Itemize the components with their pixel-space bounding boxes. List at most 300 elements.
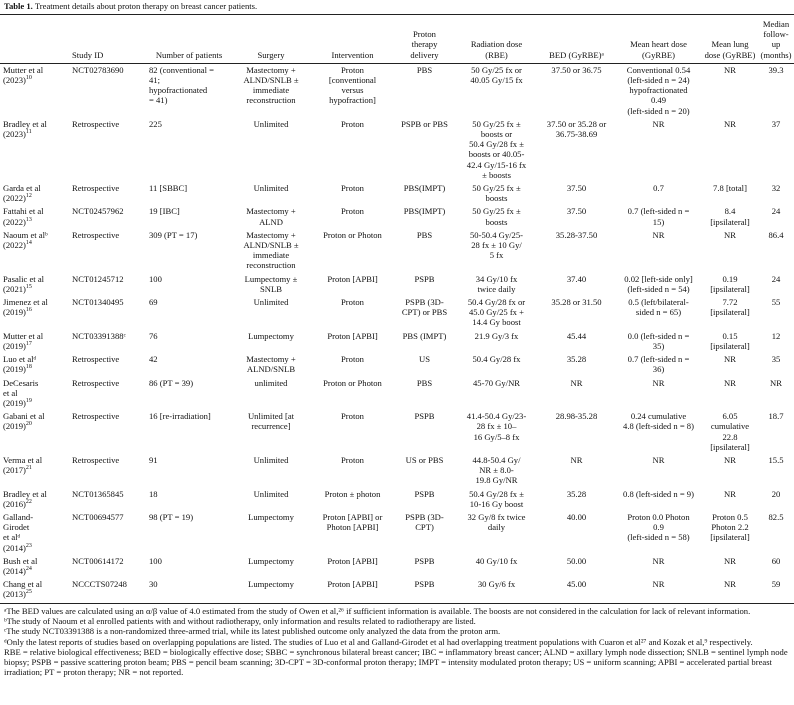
reference-number: 11 xyxy=(25,129,32,136)
cell-id xyxy=(70,555,147,578)
cell-text: Retrospective xyxy=(72,118,120,129)
cell-delivery xyxy=(394,229,455,273)
cell-surgery xyxy=(231,555,311,578)
cell-text: 35.28 or 31.50 xyxy=(551,297,602,308)
cell-surgery xyxy=(231,205,311,228)
cell-text: 55 xyxy=(771,297,781,308)
reference-number: 14 xyxy=(25,240,32,247)
cell-dose xyxy=(455,511,538,555)
cell-patients xyxy=(147,410,231,454)
cell-text: 18 xyxy=(149,488,158,499)
cell-delivery xyxy=(394,273,455,296)
cell-text: NR xyxy=(570,377,583,388)
cell-surgery xyxy=(231,454,311,488)
cell-text: Proton [APBI] xyxy=(327,555,378,566)
cell-heart xyxy=(615,488,702,511)
cell-surgery xyxy=(231,377,311,411)
cell-heart xyxy=(615,511,702,555)
cell-text: Pasalic et al (2021) xyxy=(3,273,45,294)
cell-text: 6.05 cumulative 22.8 [ipsilateral] xyxy=(710,411,750,452)
top-rule xyxy=(0,14,794,15)
cell-text: 50 Gy/25 fx or 40.05 Gy/15 fx xyxy=(470,64,523,86)
cell-bed xyxy=(538,273,615,296)
cell-text: PBS xyxy=(416,377,433,388)
cell-followup xyxy=(758,377,794,411)
cell-text: Gabani et al (2019) xyxy=(3,411,45,432)
cell-text: 35 xyxy=(771,354,781,365)
cell-text: PSPB xyxy=(414,555,435,566)
cell-bed xyxy=(538,118,615,182)
reference-number: 10 xyxy=(25,75,32,82)
cell-text: 40 Gy/10 fx xyxy=(475,555,518,566)
footnote-a: ᵃThe BED values are calculated using an α/β value of 4.0 estimated from the study of Owen et al,²⁶ if sufficient information is available. The boosts are not considered in the calculation for lack of relevant information. xyxy=(4,606,751,616)
reference-number: 12 xyxy=(25,193,32,200)
cell-heart xyxy=(615,205,702,228)
cell-text: 76 xyxy=(149,330,158,341)
cell-text: Mastectomy + ALND xyxy=(246,206,296,227)
cell-text: NCT00614172 xyxy=(72,555,124,566)
cell-text: 0.7 (left-sided n = 15) xyxy=(627,206,690,227)
cell-followup xyxy=(758,182,794,205)
cell-text: 0.19 [ipsilateral] xyxy=(710,273,750,294)
cell-text: 41.4-50.4 Gy/23- 28 fx ± 10– 16 Gy/5–8 fx xyxy=(466,411,527,442)
cell-delivery xyxy=(394,555,455,578)
cell-text: 0.0 (left-sided n = 35) xyxy=(627,330,690,351)
cell-followup xyxy=(758,353,794,376)
cell-study xyxy=(0,273,70,296)
table-row xyxy=(0,555,794,578)
cell-text: Lumpectomy xyxy=(248,511,294,522)
cell-delivery xyxy=(394,205,455,228)
table-title: Treatment details about proton therapy on breast cancer patients. xyxy=(34,1,258,11)
cell-lung xyxy=(702,63,758,118)
cell-surgery xyxy=(231,63,311,118)
cell-followup xyxy=(758,63,794,118)
cell-text: Proton or Photon xyxy=(323,377,382,388)
cell-text: Retrospective xyxy=(72,411,120,422)
cell-text: Unlimited xyxy=(253,118,289,129)
cell-text: 0.5 (left/bilateral- sided n = 65) xyxy=(628,297,689,318)
cell-text: PSPB xyxy=(414,273,435,284)
cell-followup xyxy=(758,578,794,601)
cell-heart xyxy=(615,273,702,296)
cell-dose xyxy=(455,555,538,578)
cell-text: Bradley et al (2016) xyxy=(3,488,47,509)
table-row xyxy=(0,511,794,555)
cell-text: 7.72 [ipsilateral] xyxy=(710,297,750,318)
cell-text: Lumpectomy xyxy=(248,330,294,341)
cell-bed xyxy=(538,296,615,330)
reference-number: 16 xyxy=(25,307,32,314)
column-header-9: Mean lung dose (GyRBE) xyxy=(702,17,758,63)
cell-lung xyxy=(702,229,758,273)
cell-study xyxy=(0,296,70,330)
cell-text: NR xyxy=(724,555,736,566)
cell-patients xyxy=(147,454,231,488)
cell-text: PSPB xyxy=(414,411,435,422)
table-row xyxy=(0,488,794,511)
cell-text: 50.4 Gy/28 fx xyxy=(472,354,521,365)
cell-surgery xyxy=(231,118,311,182)
cell-text: NR xyxy=(724,488,736,499)
cell-study xyxy=(0,205,70,228)
table-row xyxy=(0,454,794,488)
cell-text: Unlimited xyxy=(253,297,289,308)
reference-number: 24 xyxy=(25,566,32,573)
cell-text: NCT00694577 xyxy=(72,511,124,522)
cell-followup xyxy=(758,229,794,273)
cell-text: 8.4 [ipsilateral] xyxy=(710,206,750,227)
cell-lung xyxy=(702,555,758,578)
cell-lung xyxy=(702,410,758,454)
cell-surgery xyxy=(231,229,311,273)
table-row xyxy=(0,578,794,601)
cell-study xyxy=(0,182,70,205)
cell-id xyxy=(70,118,147,182)
table-row xyxy=(0,118,794,182)
cell-text: 86 (PT = 39) xyxy=(149,377,194,388)
treatment-table xyxy=(0,17,794,602)
cell-id xyxy=(70,410,147,454)
cell-text: 34 Gy/10 fx twice daily xyxy=(475,273,518,294)
table-row xyxy=(0,229,794,273)
cell-text: 0.15 [ipsilateral] xyxy=(710,330,750,351)
cell-text: 20 xyxy=(771,488,781,499)
cell-delivery xyxy=(394,118,455,182)
cell-patients xyxy=(147,273,231,296)
cell-patients xyxy=(147,330,231,353)
cell-bed xyxy=(538,63,615,118)
cell-dose xyxy=(455,454,538,488)
cell-text: 82.5 xyxy=(768,511,784,522)
cell-intervention xyxy=(311,410,394,454)
cell-followup xyxy=(758,488,794,511)
cell-dose xyxy=(455,410,538,454)
cell-dose xyxy=(455,118,538,182)
cell-delivery xyxy=(394,377,455,411)
cell-heart xyxy=(615,63,702,118)
cell-lung xyxy=(702,578,758,601)
cell-study xyxy=(0,454,70,488)
cell-delivery xyxy=(394,353,455,376)
cell-surgery xyxy=(231,488,311,511)
cell-text: PSPB (3D- CPT) or PBS xyxy=(401,297,448,318)
cell-text: 35.28 xyxy=(566,354,587,365)
cell-text: 91 xyxy=(149,454,158,465)
cell-text: NCT01365845 xyxy=(72,488,124,499)
cell-dose xyxy=(455,578,538,601)
cell-text: Fattahi et al (2022) xyxy=(3,206,44,227)
cell-study xyxy=(0,353,70,376)
cell-text: Retrospective xyxy=(72,354,120,365)
cell-surgery xyxy=(231,511,311,555)
cell-surgery xyxy=(231,296,311,330)
cell-surgery xyxy=(231,410,311,454)
cell-text: NR xyxy=(724,229,736,240)
reference-number: 15 xyxy=(25,284,32,291)
cell-text: Mastectomy + ALND/SNLB ± immediate reconstruction xyxy=(243,64,299,106)
cell-dose xyxy=(455,63,538,118)
cell-heart xyxy=(615,118,702,182)
cell-text: Verma et al (2017) xyxy=(3,454,43,476)
reference-number: 21 xyxy=(25,465,32,472)
reference-number: 22 xyxy=(25,498,32,505)
cell-study xyxy=(0,229,70,273)
reference-number: 18 xyxy=(25,364,32,371)
cell-text: 35.28 xyxy=(566,488,587,499)
cell-text: NR xyxy=(652,229,665,240)
cell-text: Proton 0.5 Photon 2.2 [ipsilateral] xyxy=(710,511,750,543)
cell-text: NR xyxy=(652,377,665,388)
cell-delivery xyxy=(394,578,455,601)
cell-text: 11 [SBBC] xyxy=(149,183,188,194)
cell-text: 0.02 [left-side only] (left-sided n = 54) xyxy=(624,273,693,294)
table-row xyxy=(0,205,794,228)
cell-text: Proton [conventional versus hypofraction] xyxy=(328,64,377,106)
cell-text: PSPB or PBS xyxy=(401,118,448,129)
cell-followup xyxy=(758,511,794,555)
cell-text: Unlimited xyxy=(253,454,289,465)
cell-id xyxy=(70,273,147,296)
cell-bed xyxy=(538,330,615,353)
cell-intervention xyxy=(311,182,394,205)
cell-id xyxy=(70,296,147,330)
cell-heart xyxy=(615,410,702,454)
column-header-3: Surgery xyxy=(231,17,311,63)
cell-intervention xyxy=(311,63,394,118)
cell-text: 24 xyxy=(771,273,781,284)
cell-text: Retrospective xyxy=(72,229,120,240)
cell-surgery xyxy=(231,330,311,353)
abbreviations: RBE = relative biological effectiveness; BED = biologically effective dose; SBBC = synchronous bilateral breast cancer; IBC = inflammatory breast cancer; ALND = axillary lymph node dissection; SNLB = sentinel lymph node biopsy; PSPB = passive scattering proton beam; PBS = pencil beam scanning; 3D-CPT = 3D-conformal proton therapy; IMPT = intensity modulated proton therapy; US = uniform scanning; APBI = accelerated partial breast irradiation; PT = proton therapy; NR = not reported. xyxy=(4,646,788,678)
cell-heart xyxy=(615,353,702,376)
cell-text: 50.4 Gy/28 fx ± 10-16 Gy boost xyxy=(469,488,524,509)
cell-followup xyxy=(758,454,794,488)
footnote-b: ᵇThe study of Naoum et al enrolled patients with and without radiotherapy, only information and results related to radiotherapy are listed. xyxy=(4,616,476,627)
cell-text: 59 xyxy=(771,579,781,590)
cell-bed xyxy=(538,511,615,555)
cell-text: Unlimited xyxy=(253,488,289,499)
column-header-6: Radiation dose (RBE) xyxy=(455,17,538,63)
cell-heart xyxy=(615,578,702,601)
cell-text: Chang et al (2013) xyxy=(3,579,43,600)
cell-surgery xyxy=(231,353,311,376)
cell-text: 28.98-35.28 xyxy=(555,411,598,422)
cell-text: NR xyxy=(770,377,782,388)
cell-text: Proton xyxy=(341,183,364,194)
cell-text: 50 Gy/25 fx ± boosts xyxy=(472,206,521,227)
cell-text: Proton xyxy=(341,411,364,422)
cell-text: 37 xyxy=(771,118,781,129)
cell-text: Proton xyxy=(341,454,364,465)
cell-id xyxy=(70,353,147,376)
cell-text: Mastectomy + ALND/SNLB ± immediate reconstruction xyxy=(243,229,299,271)
cell-bed xyxy=(538,578,615,601)
footnote-d: ᵈOnly the latest reports of studies based on overlapping populations are listed. The studies of Luo et al and Galland-Girodet et al had overlapping treatment populations with Cuaron et al²⁷ and Kozak et al,⁹ respectively. xyxy=(4,636,753,647)
cell-bed xyxy=(538,410,615,454)
cell-text: US or PBS xyxy=(405,454,444,465)
cell-text: Garda et al (2022) xyxy=(3,183,41,204)
cell-text: NCCCTS07248 xyxy=(72,579,127,590)
table-row xyxy=(0,296,794,330)
cell-lung xyxy=(702,511,758,555)
cell-text: Proton [APBI] or Photon [APBI] xyxy=(322,511,383,533)
cell-text: 0.24 cumulative 4.8 (left-sided n = 8) xyxy=(623,411,694,432)
reference-number: 23 xyxy=(25,542,32,549)
cell-dose xyxy=(455,273,538,296)
cell-text: NCT01245712 xyxy=(72,273,124,284)
cell-text: 82 (conventional = 41; hypofractionated = 41) xyxy=(149,64,214,106)
cell-id xyxy=(70,205,147,228)
cell-patients xyxy=(147,182,231,205)
cell-text: 50.4 Gy/28 fx or 45.0 Gy/25 fx + 14.4 Gy boost xyxy=(467,297,526,328)
cell-delivery xyxy=(394,488,455,511)
cell-id xyxy=(70,377,147,411)
cell-text: 32 Gy/8 fx twice daily xyxy=(467,511,526,533)
table-row xyxy=(0,182,794,205)
reference-number: 25 xyxy=(25,589,32,596)
cell-text: NR xyxy=(724,118,736,129)
reference-number: 17 xyxy=(25,341,32,348)
cell-lung xyxy=(702,296,758,330)
cell-heart xyxy=(615,555,702,578)
cell-bed xyxy=(538,377,615,411)
cell-lung xyxy=(702,205,758,228)
cell-text: Bradley et al (2023) xyxy=(3,118,47,140)
cell-text: PBS (IMPT) xyxy=(402,330,447,341)
cell-followup xyxy=(758,555,794,578)
cell-text: 50.00 xyxy=(566,555,587,566)
cell-text: Mutter et al (2023) xyxy=(3,64,44,86)
cell-intervention xyxy=(311,488,394,511)
cell-text: PBS xyxy=(416,64,433,75)
cell-text: NR xyxy=(652,454,665,465)
cell-text: 19 [IBC] xyxy=(149,206,180,217)
cell-text: NR xyxy=(724,454,736,465)
cell-text: Lumpectomy xyxy=(248,555,294,566)
cell-text: 24 xyxy=(771,206,781,217)
cell-text: Unlimited [at recurrence] xyxy=(247,411,295,432)
column-header-8: Mean heart dose (GyRBE) xyxy=(615,17,702,63)
cell-text: NR xyxy=(724,377,736,388)
cell-text: 50-50.4 Gy/25- 28 fx ± 10 Gy/ 5 fx xyxy=(470,229,523,261)
cell-patients xyxy=(147,511,231,555)
cell-text: PBS xyxy=(416,229,433,240)
header-row xyxy=(0,17,794,63)
cell-dose xyxy=(455,353,538,376)
cell-text: 35.28-37.50 xyxy=(555,229,598,240)
cell-text: NCT02457962 xyxy=(72,206,124,217)
cell-text: NR xyxy=(724,579,736,590)
footnotes xyxy=(4,606,792,677)
cell-text: Proton [APBI] xyxy=(327,330,378,341)
cell-text: Proton xyxy=(341,118,364,129)
table-row xyxy=(0,410,794,454)
cell-bed xyxy=(538,229,615,273)
cell-patients xyxy=(147,205,231,228)
table-caption xyxy=(4,1,257,11)
cell-text: NR xyxy=(724,354,736,365)
cell-intervention xyxy=(311,377,394,411)
cell-text: Naoum et alᵇ (2022) xyxy=(3,229,48,251)
table-row xyxy=(0,330,794,353)
column-header-0 xyxy=(0,17,70,63)
cell-text: 42 xyxy=(149,354,158,365)
column-header-1: Study ID xyxy=(70,17,147,63)
cell-intervention xyxy=(311,555,394,578)
cell-text: 37.50 or 35.28 or 36.75-38.69 xyxy=(546,118,607,140)
cell-text: 50 Gy/25 fx ± boosts xyxy=(472,183,521,204)
cell-text: 7.8 [total] xyxy=(713,183,747,194)
cell-text: NCT01340495 xyxy=(72,297,124,308)
cell-text: Proton xyxy=(341,206,364,217)
cell-lung xyxy=(702,273,758,296)
cell-text: 37.50 xyxy=(566,183,587,194)
cell-text: Mutter et al (2019) xyxy=(3,330,44,351)
cell-heart xyxy=(615,182,702,205)
cell-text: NCT02783690 xyxy=(72,64,124,75)
cell-dose xyxy=(455,182,538,205)
cell-text: 69 xyxy=(149,297,158,308)
cell-text: Proton xyxy=(341,297,364,308)
cell-text: Retrospective xyxy=(72,377,120,388)
cell-text: 50 Gy/25 fx ± boosts or 50.4 Gy/28 fx ± boosts or 40.05- 42.4 Gy/15-16 fx ± boosts xyxy=(466,118,527,180)
cell-patients xyxy=(147,578,231,601)
cell-followup xyxy=(758,118,794,182)
cell-lung xyxy=(702,454,758,488)
cell-text: Proton [APBI] xyxy=(327,273,378,284)
cell-study xyxy=(0,118,70,182)
cell-surgery xyxy=(231,273,311,296)
cell-intervention xyxy=(311,273,394,296)
cell-bed xyxy=(538,555,615,578)
cell-followup xyxy=(758,273,794,296)
cell-text: PSPB xyxy=(414,488,435,499)
cell-lung xyxy=(702,182,758,205)
cell-text: 309 (PT = 17) xyxy=(149,229,198,240)
cell-id xyxy=(70,229,147,273)
cell-intervention xyxy=(311,454,394,488)
reference-number: 19 xyxy=(25,398,32,405)
cell-dose xyxy=(455,488,538,511)
cell-surgery xyxy=(231,182,311,205)
cell-text: 32 xyxy=(771,183,781,194)
cell-lung xyxy=(702,377,758,411)
cell-intervention xyxy=(311,578,394,601)
cell-text: 15.5 xyxy=(768,454,784,465)
cell-text: Conventional 0.54 (left-sided n = 24) hypofractionated 0.49 (left-sided n = 20) xyxy=(626,64,691,116)
table-label: Table 1. xyxy=(4,1,33,11)
cell-study xyxy=(0,377,70,411)
cell-text: Unlimited xyxy=(253,183,289,194)
cell-id xyxy=(70,63,147,118)
cell-heart xyxy=(615,296,702,330)
bottom-rule xyxy=(0,603,794,604)
cell-intervention xyxy=(311,511,394,555)
cell-text: NR xyxy=(652,118,665,129)
cell-patients xyxy=(147,353,231,376)
cell-text: 60 xyxy=(771,555,781,566)
cell-id xyxy=(70,454,147,488)
cell-text: Proton 0.0 Photon 0.9 (left-sided n = 58) xyxy=(627,511,690,543)
cell-text: 18.7 xyxy=(768,411,784,422)
cell-text: 40.00 xyxy=(566,511,587,522)
table-body xyxy=(0,63,794,601)
cell-text: 0.8 (left-sided n = 9) xyxy=(623,488,694,499)
cell-study xyxy=(0,63,70,118)
cell-text: Galland- Girodet et alᵈ (2014) xyxy=(3,511,34,553)
cell-bed xyxy=(538,205,615,228)
